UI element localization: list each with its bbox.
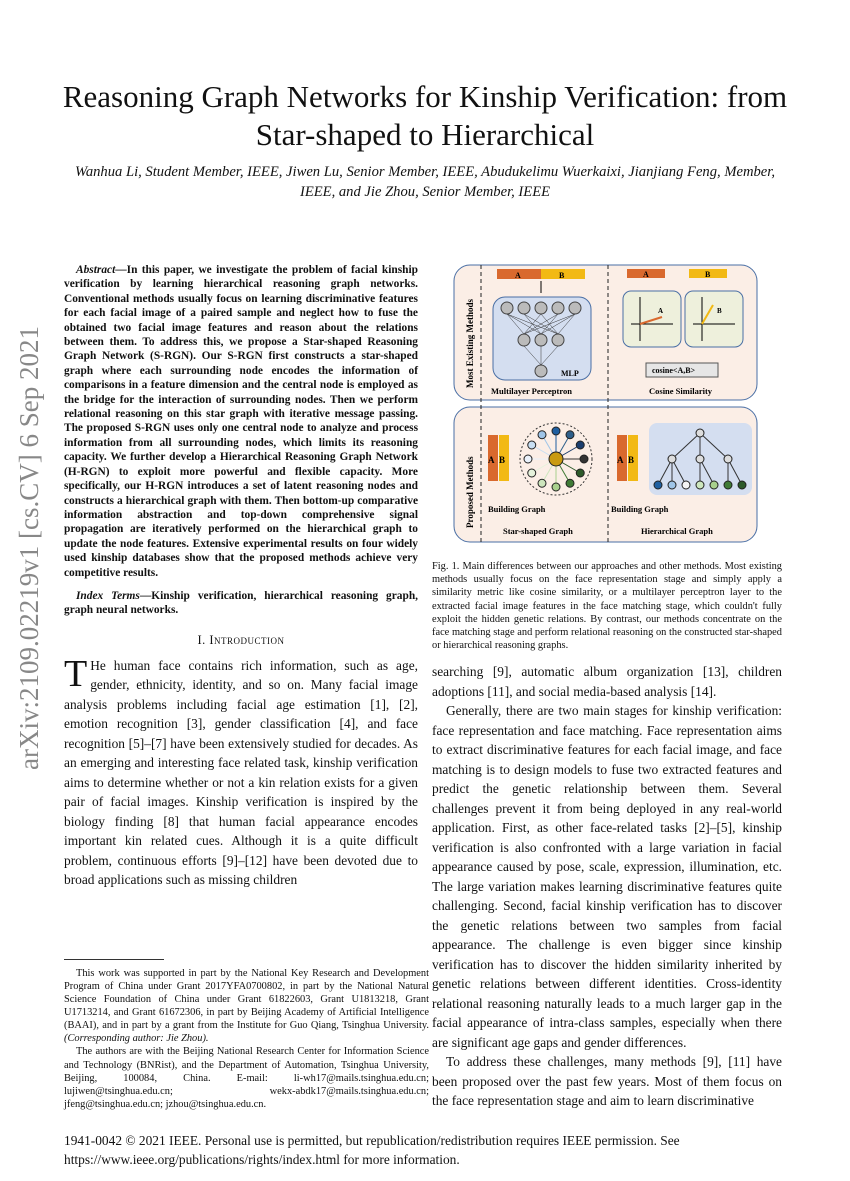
index-terms [64,589,418,618]
mlp-caption: Multilayer Perceptron [491,386,572,396]
label-a: A [617,455,624,465]
figure-1 [451,263,761,545]
row-label-existing: Most Existing Methods [465,298,475,388]
vector-a-label: A [658,307,664,315]
hierarchy-node [696,429,704,437]
right-column [432,662,782,1111]
intro-paragraph [64,652,418,890]
star-node [538,431,546,439]
hierarchy-node [696,481,704,489]
drop-cap: T [64,652,88,695]
star-node [576,441,584,449]
label-b: B [499,455,506,465]
vector-b-label: B [717,307,722,315]
arxiv-stamp: arXiv:2109.02219v1 [cs.CV] 6 Sep 2021 [14,326,44,770]
mlp-label: MLP [561,369,579,378]
star-node [538,479,546,487]
funding-footnote: This work was supported in part by the National Key Research and Development Program of China under Grant 2017YFA0700802, in part by the National Natural Science Foundation of China under Grant 61822603, Grant U1813218, Grant U1713214, and Grant 61672306, in part by Beijing Academy of Artificial Intelligence (BAAI), and in part by a grant from the Institute for Guo Qiang, Tsinghua University. [64,967,429,1032]
intro-text: He human face contains rich information, such as age, gender, ethnicity, identity, and so on. Many facial image analysis problems including facial age estimation [1], [2], emotion recognition [3], gender classification [4], and face recognition [5]–[7] have been extensively studied for decades. As an emerging and interesting face related task, kinship verification aims to determine whether or not a kin relation exists for a given pair of facial images. Kinship verification is inspired by the biology finding [8] that human facial appearance encodes important kin related cues. Although it is a quite difficult problem, continuous efforts [9]–[12] have been devoted due to broad applications such as missing children [64,657,418,888]
paragraph: To address these challenges, many methods [9], [11] have been proposed over the past few years. Most of them focus on the face representation stage and aim to learn discriminative [432,1054,782,1109]
star-node [566,479,574,487]
cosine-label: cosine<A,B> [652,366,696,375]
figure-caption: Fig. 1. Main differences between our approaches and other methods. Most existing methods usually focus on the face representation stage and simply apply a similarity metric like cosine similarity, or a multilayer perceptron layer to the extracted facial image features in the face matching stage, which couldn't fully exploit the hidden genetic relations. By contrast, our methods concentrate on the face matching stage and perform relational reasoning on the constructed star-shaped or hierarchical reasoning graphs. [432,561,782,652]
row-label-proposed: Proposed Methods [465,456,475,528]
abstract-text: —In this paper, we investigate the problem of facial kinship verification by learning hierarchical reasoning graph networks. Conventional methods usually focus on learning discriminative features for each facial image of a paired sample and neglect how to fuse the obtained two facial image features and reason about the relations between them. To address this, we propose a Star-shaped Reasoning Graph Network (S-RGN). Our S-RGN first constructs a star-shaped graph where each surrounding node encodes the information of comparisons in a feature dimension and the central node is employed as the bridge for the interaction of surrounding nodes. Then we perform relational reasoning on this star graph with iterative message passing. The proposed S-RGN uses only one central node to analyze and process information from all surrounding nodes, which limits its reasoning capacity. We further develop a Hierarchical Reasoning Graph Network (H-RGN) to exploit more powerful and flexible capacity. More specifically, our H-RGN introduces a set of latent reasoning nodes and constructs a hierarchical graph with them. Then bottom-up comparative information abstraction and top-down comprehensive signal propagation are iteratively performed on the hierarchical graph to update the node features. Extensive experimental results on four widely used kinship databases show that the proposed methods achieve very competitive results. [64,264,418,579]
star-node [580,455,588,463]
central-node [549,452,563,466]
hierarchy-node [682,481,690,489]
paragraph: searching [9], automatic album organization [13], children adoptions [11], and social media-based analysis [14]. [432,664,782,699]
building-graph-label: Building Graph [611,504,669,514]
footnote-area [64,945,429,1111]
figure-diagram [451,263,761,545]
footnote-rule [64,959,164,960]
paragraph: Generally, there are two main stages for kinship verification: face representation and face matching. Face representation aims to extract discriminative features for each facial image, and face matching is to design models to fuse two extracted features and predict the genetic relationship between them. Several challenges prevent it from being deployed in any real-world application. First, as other face-related tasks [2]–[5], kinship verification is also confronted with a large variation in facial appearance caused by pose, scale, expression, illumination, etc. The large variation makes learning discriminative features quite challenging. Second, facial kinship verification has to discover the genetic relations between two samples from facial appearance. The challenge is even bigger since kinship verification has to discover the hidden similarity inherited by genetic relations between different identities. Cross-identity relational reasoning naturally leads to a much larger gap in the facial appearance of intra-class samples, especially when there are significant age gaps and gender differences. [432,703,782,1050]
hierarchy-node [724,481,732,489]
paper-title: Reasoning Graph Networks for Kinship Verification: from Star-shaped to Hierarchical [62,79,788,152]
footnotes [64,967,429,1111]
cosine-caption: Cosine Similarity [649,386,713,396]
label-a: A [515,271,521,280]
star-node [552,483,560,491]
hierarchy-node [668,455,676,463]
author-list: Wanhua Li, Student Member, IEEE, Jiwen Lu, Senior Member, IEEE, Abudukelimu Wuerkaixi, Jianjiang Feng, Member, IEEE, and Jie Zhou, Senior Member, IEEE [75,164,775,200]
index-terms-text: —Kinship verification, hierarchical reasoning graph, graph neural networks. [64,589,418,617]
building-graph-label: Building Graph [488,504,546,514]
two-column-body [64,263,782,1111]
affiliation-footnote: The authors are with the Beijing National Research Center for Information Science and Technology (BNRist), and the Department of Automation, Tsinghua University, Beijing, 100084, China. E-mail: li-wh17@mails.tsinghua.edu.cn; lujiwen@tsinghua.edu.cn; wekx-abdk17@mails.tsinghua.edu.cn; jfeng@tsinghua.edu.cn; jzhou@tsinghua.edu.cn. [64,1046,429,1110]
vector-a-plot [623,291,681,347]
star-node [576,469,584,477]
abstract-label: Abstract [76,264,116,276]
left-column [64,263,429,1111]
hier-caption: Hierarchical Graph [641,526,713,536]
section-heading: I. Introduction [197,632,285,647]
star-caption: Star-shaped Graph [503,526,573,536]
star-node [524,455,532,463]
right-column-wrapper [432,263,782,1111]
hierarchy-node [696,455,704,463]
label-b: B [628,455,635,465]
copyright-footer: 1941-0042 © 2021 IEEE. Personal use is permitted, but republication/redistribution requires IEEE permission. See https://www.ieee.org/publications/rights/index.html for more information. [64,1132,680,1167]
label-a: A [643,270,649,279]
star-node [528,469,536,477]
star-node [528,441,536,449]
star-node [566,431,574,439]
label-a: A [488,455,495,465]
hierarchy-node [724,455,732,463]
abstract [64,263,418,580]
label-b: B [705,270,711,279]
label-b: B [559,271,565,280]
hierarchy-node [668,481,676,489]
vector-b-plot [685,291,743,347]
star-node [552,427,560,435]
corresponding-author: (Corresponding author: Jie Zhou). [64,1033,209,1045]
hierarchy-node [738,481,746,489]
hierarchy-node [710,481,718,489]
hierarchy-node [654,481,662,489]
index-terms-label: Index Terms [76,589,140,602]
